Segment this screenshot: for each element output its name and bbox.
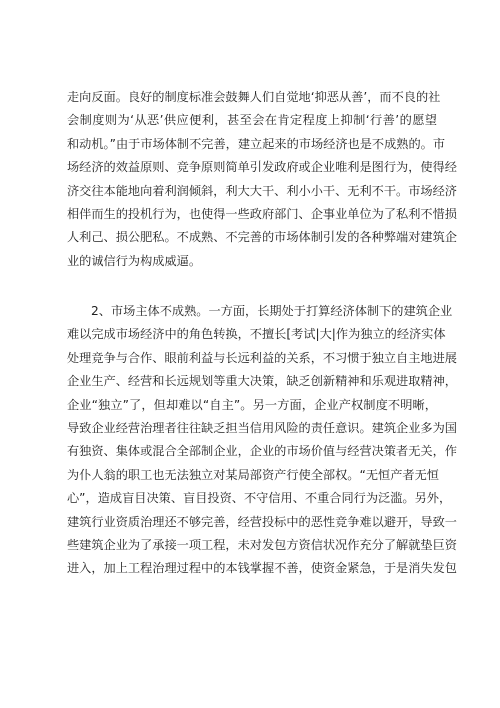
- text-line: 走向反面。良好的制度标准会鼓舞人们自觉地‘抑恶从善’，而不良的社: [67, 90, 441, 104]
- text-line: 有独资、集体或混合全部制企业，企业的市场价值与经营决策者无关，作: [67, 444, 457, 459]
- text-line: 企业“独立”了，但却难以“自主”。另一方面，企业产权制度不明晰，: [67, 397, 437, 412]
- text-line: 和动机。”由于市场体制不完善，建立起来的市场经济也是不成熟的。市: [67, 136, 446, 151]
- text-line: 业的诚信行为构成威逼。: [67, 253, 202, 268]
- text-line: 导致企业经营治理者往往缺乏担当信用风险的责任意识。建筑企业多为国: [67, 420, 457, 435]
- text-line: 处理竞争与合作、眼前利益与长远利益的关系，不习惯于独立自主地进展: [67, 350, 457, 365]
- text-line: 进入，加上工程治理过程中的本钱掌握不善，使资金紧急，于是消失发包: [67, 561, 457, 576]
- text-line: 济交往本能地向着利润倾斜，利大大干、利小小干、无利不干。市场经济: [67, 183, 457, 198]
- text-line: 建筑行业资质治理还不够完善，经营投标中的恶性竞争难以避开，导致一: [67, 514, 457, 529]
- text-line: 难以完成市场经济中的角色转换，不擅长[考试|大|作为独立的经济实体: [67, 327, 446, 342]
- text-line: 心”，造成盲目决策、盲目投资、不守信用、不重合同行为泛滥。另外，: [67, 491, 452, 506]
- text-line: 2、市场主体不成熟。一方面，长期处于打算经济体制下的建筑企业: [91, 304, 453, 318]
- text-line: 些建筑企业为了承接一项工程，未对发包方资信状况作充分了解就垫巨资: [67, 537, 457, 552]
- text-line: 人利己、损公肥私。不成熟、不完善的市场体制引发的各种弊端对建筑企: [67, 230, 457, 245]
- text-line: 为仆人翁的职工也无法独立对某局部资产行使全部权。“无恒产者无恒: [67, 467, 439, 482]
- text-line: 相伴而生的投机行为，也使得一些政府部门、企事业单位为了私利不惜损: [67, 206, 457, 221]
- text-line: 场经济的效益原则、竞争原则简单引发政府或企业唯利是图行为，使得经: [67, 160, 457, 175]
- text-line: 企业生产、经营和长远规划等重大决策，缺乏创新精神和乐观进取精神，: [67, 374, 457, 389]
- paragraph-market-subject: [67, 300, 457, 581]
- text-line: 会制度则为‘从恶’供应便利，甚至会在肯定程度上抑制‘行善’的愿望: [67, 113, 437, 128]
- paragraph-market-system: [67, 86, 457, 273]
